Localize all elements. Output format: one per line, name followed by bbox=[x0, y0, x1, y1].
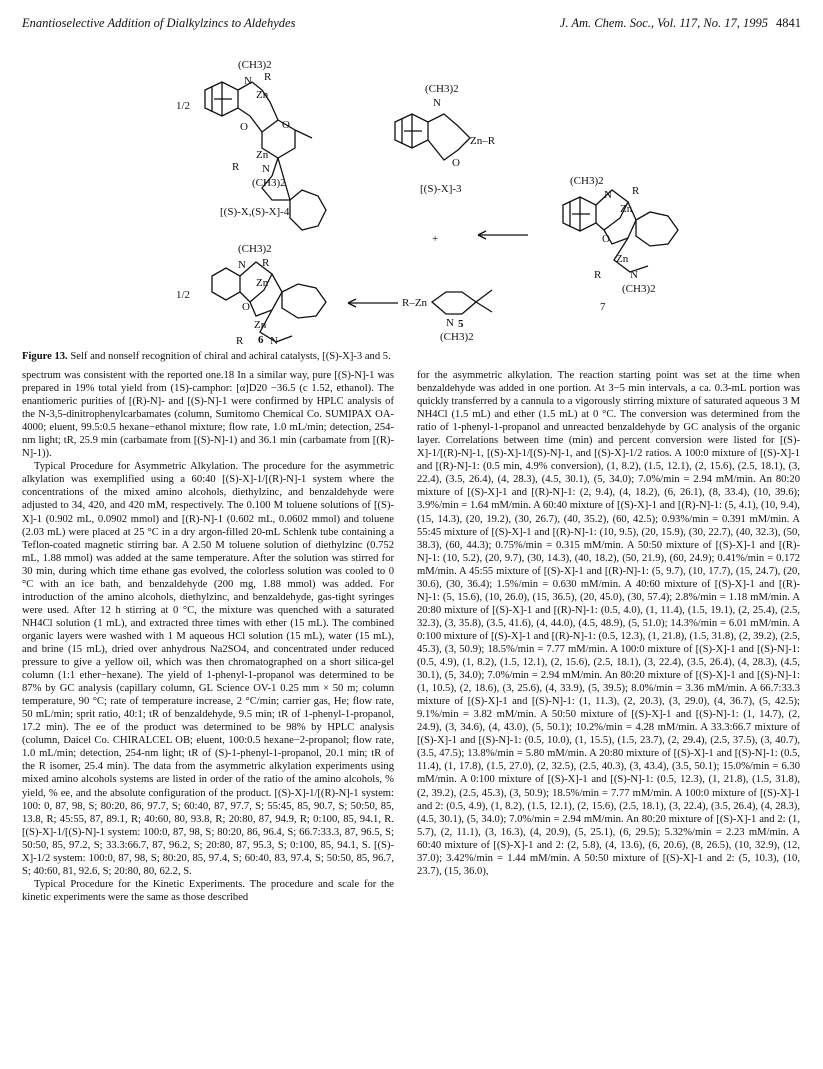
r-group-7-top: R bbox=[632, 185, 640, 197]
zn-atom-4-top: Zn bbox=[256, 89, 269, 101]
dimer-6-structure bbox=[212, 262, 326, 342]
n-atom-5: N bbox=[446, 317, 454, 329]
n-atom-6-bottom: N bbox=[270, 335, 278, 347]
o-atom-3: O bbox=[452, 157, 460, 169]
r-group-4-top: R bbox=[264, 71, 272, 83]
caption-text: Self and nonself recognition of chiral and achiral catalysts, [(S)-X]-3 and 5. bbox=[70, 351, 391, 362]
caption-label: Figure 13. bbox=[22, 351, 68, 362]
running-header bbox=[22, 16, 801, 34]
o-atom-6: O bbox=[242, 301, 250, 313]
left-paragraph-2: Typical Procedure for Asymmetric Alkylation. The procedure for the asymmetric alkylation was exemplified using a 60:40 [(S)-X]-1/[(R)-N]-1 system where the concentrations of the mixed amino alcohols, diethylzinc, and benzaldehyde were adjusted to 34, 420, and 420 mM, respectively. The 0.100 M toluene solutions of [(S)-X]-1 (0.902 mL, 0.0902 mmol) and [(R)-N]-1 (0.602 mL, 0.0602 mmol) and toluene (2.03 mL) were placed at 25 °C in a dry argon-filled 20-mL Schlenk tube containing a Teflon-coated magnetic stirring bar. A 2.50 M toluene solution of diethylzinc (0.752 mL, 1.88 mmol) was added at the same temperature. After the solution was stirred for 30 min, during which time ethane gas evolved, the colorless solution was cooled to 0 °C with an ice bath, and benzaldehyde (200 mg, 1.88 mmol) was added. For introduction of the amino alcohols, diethylzinc, and benzaldehyde, gas-tight syringes were used. After 12 h stirring at 0 °C, the mixture was quenched with a saturated NH4Cl solution (1 mL), and extracted three times with ether (15 mL). The combined organic layers were washed with 1 M aqueous HCl solution (15 mL), water (15 mL), and brine (15 mL), dried over anhydrous Na2SO4, and concentrated under reduced pressure to give a yellow oil, which was then chromatographed on a short silica-gel column (1:1 ether−hexane). The yield of 1-phenyl-1-propanol was determined to be 87% by GC analysis (capillary column, GL Science OV-1 0.25 mm × 50 m; column temperature, 90 °C; rate of temperature increase, 2 °C/min; carrier gas, He; flow rate, 50 mL/min; sprit ratio, 40:1; tR of benzaldehyde, 9.5 min; tR of 1-phenyl-1-propanol, 17.2 min). The ee of the product was determined to be 98% by HPLC analysis (column, Daicel Co. CHIRALCEL OB; eluent, 100:0.5 hexane−2-propanol; flow rate, 1.0 mL/min; detection, 254-nm light; tR of (S)-1-phenyl-1-propanol, 20.1 min; tR of the R isomer, 25.4 min). The data from the asymmetric alkylation experiments using mixed amino alcohols systems are listed in order of the ratio of the amino alcohols, % yield, % ee, and the absolute configuration of the product. [(S)-X]-1/[(R)-N]-1 system: 100: 0, 87, 98, S; 80:20, 86, 97.7, S; 60:40, 87, 97.7, S; 55:45, 85, 90.7, S; 50:50, 85, 13.8, R; 45:55, 87, 89.1, R; 40:60, 80, 93.8, R; 20:80, 87, 94.9, R; 0:100, 85, 94.1, R. [(S)-X]-1/[(S)-N]-1 system: 100:0, 87, 98, S; 80:20, 86, 96.4, S; 66.7:33.3, 87, 96.5, S; 50:50, 85, 97.2, S; 33.3:66.7, 87, 96.2, S; 20:80, 87, 95.3, S; 0:100, 85, 94.1, S. [(S)-X]-1/2 system: 100:0, 87, 98, S; 80:20, 85, 97.4, S; 60:40, 83, 97.4, S; 50:50, 85, 96.7, S; 40:60, 81, 92.6, S; 20:80, 80, 62.2, S. bbox=[22, 461, 394, 877]
compound-6-number: 6 bbox=[258, 334, 264, 346]
page-number: 4841 bbox=[776, 16, 801, 30]
right-column bbox=[417, 369, 800, 878]
r-group-4-bottom: R bbox=[232, 161, 240, 173]
equilibrium-arrow-lower bbox=[348, 299, 398, 307]
zn-atom-7-top: Zn bbox=[620, 203, 633, 215]
half-label-top: 1/2 bbox=[176, 100, 191, 112]
monomer-5-structure bbox=[432, 290, 492, 314]
zn-atom-4-bottom: Zn bbox=[256, 149, 269, 161]
nme2-group-4-bottom: (CH3)2 bbox=[252, 177, 286, 189]
running-title: Enantioselective Addition of Dialkylzincs to Aldehydes bbox=[22, 16, 296, 30]
zn-atom-7-bottom: Zn bbox=[616, 253, 629, 265]
compound-7-label: 7 bbox=[600, 301, 606, 313]
n-atom-7-bottom: N bbox=[630, 269, 638, 281]
monomer-3-structure bbox=[395, 114, 470, 160]
zn-r-3: Zn–R bbox=[470, 135, 496, 147]
nme2-group-5: (CH3)2 bbox=[440, 331, 474, 343]
o-atom-7: O bbox=[602, 233, 610, 245]
zn-atom-6-bottom: Zn bbox=[254, 319, 267, 331]
compound-4-label: [(S)-X,(S)-X]-4 bbox=[220, 206, 290, 218]
n-atom-3: N bbox=[433, 97, 441, 109]
journal-citation bbox=[560, 16, 801, 31]
left-paragraph-1: spectrum was consistent with the reported one.18 In a similar way, pure [(S)-N]-1 was prepared in 19% total yield from (1S)-camphor: [α]D20 −36.5 (c 1.52, ethanol). The enantiomeric purities of [(R)-N]- and [(S)-N]-1 were confirmed by HPLC analysis of the N-3,5-dinitrophenylcarbamates (column, Sumitomo Chemical Co. SUMIPAX OA-4000; eluent, 99.5:0.5 hexane−ethanol mixture; flow rate, 1.0 mL/min; detection, 254-nm light; tR, 25.9 min (carbamate from [(S)-N]-1) and 36.1 min (carbamate from [(R)-N]-1)). bbox=[22, 370, 394, 460]
equilibrium-arrow-upper bbox=[478, 231, 528, 239]
right-paragraph-1: for the asymmetric alkylation. The reaction starting point was set at the time when benzaldehyde was added in one portion. At 3−5 min intervals, a ca. 0.3-mL portion was quickly transferred by a cannula to a vigorously stirring mixture of saturated aqueous 3 M NH4Cl (1.5 mL) and ether (1.5 mL) at 0 °C. The conversion was determined from the ratio of 1-phenyl-1-propanol and unreacted benzaldehyde by GC analysis of the organic layer. Correlations between time (min) and percent conversion were listed for [(S)-X]-1/[(R)-N]-1, [(S)-X]-1/[(S)-N]-1, and [(S)-X]-1/2 ratios. A 100:0 mixture of [(S)-X]-1 and [(R)-N]-1: (0.5 min, 4.9% conversion), (1, 8.2), (1.5, 12.1), (2, 15.6), (2.5, 18.1), (3, 22.4), (3.5, 26.4), (4, 28.3), (4.5, 30.1), (5, 34.0); 7.0%/min = 2.94 mM/min. An 80:20 mixture of [(S)-X]-1 and [(R)-N]-1: (2, 9.4), (4, 18.2), (6, 26.1), (8, 33.4), (10, 39.6); 3.9%/min = 1.64 mM/min. A 60:40 mixture of [(S)-X]-1 and [(R)-N]-1: (5, 4.1), (10, 9.4), (15, 14.3), (20, 19.2), (30, 26.7), (40, 35.2), (60, 42.5); 0.93%/min = 0.391 mM/min. A 55:45 mixture of [(S)-X]-1 and [(R)-N]-1: (10, 9.5), (20, 15.9), (30, 22.7), (40, 32.3), (50, 38.3), (60, 44.3); 0.75%/min = 0.315 mM/min. A 50:50 mixture of [(S)-X]-1 and [(R)-N]-1: (10, 5.2), (20, 9.7), (30, 14.3), (40, 18.2), (50, 21.9), (60, 24.9); 0.41%/min = 0.172 mM/min. A 45:55 mixture of [(S)-X]-1 and [(R)-N]-1: (5, 9.7), (10, 17.7), (15, 24.7), (20, 30.6), (30, 36.4); 1.5%/min = 0.630 mM/min. A 40:60 mixture of [(S)-X]-1 and [(R)-N]-1: (5, 15.6), (10, 26.0), (15, 36.5), (20, 45.0), (30, 57.4); 2.8%/min = 1.18 mM/min. A 20:80 mixture of [(S)-X]-1 and [(R)-N]-1: (0.5, 4.0), (1, 11.4), (1.5, 19.1), (2, 25.4), (2.5, 32.3), (3, 35.8), (3.5, 41.6), (4, 44.0), (4.5, 48.9), (5, 51.0); 14.3%/min = 6.01 mM/min. A 0:100 mixture of [(S)-X]-1 and [(R)-N]-1: (0.5, 12.3), (1, 21.8), (1.5, 31.8), (2, 39.2), (2.5, 45.3), (3, 50.9); 18.5%/min = 7.77 mM/min. A 100:0 mixture of [(S)-X]-1 and [(S)-N]-1: (0.5, 4.9), (1, 8.2), (1.5, 12.1), (2, 15.6), (2.5, 18.1), (3, 22.4), (3.5, 26.4), (4, 28.3), (4.5, 30.1), (5, 34.0); 7.0%/min = 2.94 mM/min. An 80:20 mixture of [(S)-X]-1 and [(S)-N]-1: (1, 10.5), (2, 18.6), (3, 25.6), (4, 33.9), (5, 39.5); 8.0%/min = 3.36 mM/min. A 66.7:33.3 mixture of [(S)-X]-1 and [(S)-N]-1: (1, 11.3), (2, 20.3), (3, 29.0), (4, 36.7), (5, 42.5); 9.1%/min = 3.82 mM/min. A 50:50 mixture of [(S)-X]-1 and [(S)-N]-1: (1, 14.7), (2, 24.9), (3, 34.6), (4, 43.0), (5, 50.1); 10.2%/min = 4.28 mM/min. A 33.3:66.7 mixture of [(S)-X]-1 and [(S)-N]-1: (0.5, 10.0), (1, 15.5), (1.5, 23.7), (2, 29.4), (2.5, 37.5), (3, 40.7), (3.5, 47.5); 13.8%/min = 5.80 mM/min. A 20:80 mixture of [(S)-X]-1 and [(S)-N]-1: (0.5, 11.4), (1, 17.8), (1.5, 27.0), (2, 32.5), (2.5, 40.3), (3, 43.4), (3.5, 50.1); 15.0%/min = 6.30 mM/min. A 0:100 mixture of [(S)-X]-1 and [(S)-N]-1: (0.5, 12.3), (1, 21.8), (1.5, 31.8), (2, 39.2), (2.5, 45.3), (3, 50.9); 18.5%/min = 7.77 mM/min. A 100:0 mixture of [(S)-X]-1 and 2: (0.5, 4.9), (1, 8.2), (1.5, 12.1), (2, 15.6), (2.5, 18.1), (3, 22.4), (3.5, 26.4), (4, 28.3), (4.5, 30.1), (5, 34.0); 7.0%/min = 2.94 mM/min. An 80:20 mixture of [(S)-X]-1 and 2: (1, 5.7), (2, 11.1), (3, 16.3), (4, 20.9), (5, 25.1), (6, 29.5); 5.32%/min = 2.23 mM/min. A 60:40 mixture of [(S)-X]-1 and 2: (2, 5.8), (4, 13.6), (6, 20.6), (8, 26.5), (10, 32.9), (12, 37.0); 3.42%/min = 1.44 mM/min. A 50:50 mixture of [(S)-X]-1 and 2: (5, 10.3), (10, 23.7), (15, 36.0), bbox=[417, 370, 800, 877]
r-zn-5: R–Zn bbox=[402, 297, 428, 309]
compound-5-number: 5 bbox=[458, 318, 464, 330]
plus-sign: + bbox=[432, 233, 439, 245]
nme2-group-6-top: (CH3)2 bbox=[238, 243, 272, 255]
o-atom-4-right: O bbox=[282, 119, 290, 131]
figure-caption bbox=[22, 350, 802, 363]
zn-atom-6-top: Zn bbox=[256, 277, 269, 289]
n-atom-7-top: N bbox=[604, 189, 612, 201]
nme2-group-3: (CH3)2 bbox=[425, 83, 459, 95]
n-atom-6-top: N bbox=[238, 259, 246, 271]
nme2-group-7-bottom: (CH3)2 bbox=[622, 283, 656, 295]
left-paragraph-3: Typical Procedure for the Kinetic Experiments. The procedure and scale for the kinetic experiments were the same as those described bbox=[22, 878, 394, 903]
o-atom-4-left: O bbox=[240, 121, 248, 133]
n-atom-4-top: N bbox=[244, 75, 252, 87]
journal-name: J. Am. Chem. Soc., Vol. 117, No. 17, 1995 bbox=[559, 16, 768, 30]
reaction-scheme-svg bbox=[0, 40, 823, 350]
r-group-6-top: R bbox=[262, 257, 270, 269]
compound-3-label: [(S)-X]-3 bbox=[420, 183, 462, 195]
half-label-bottom: 1/2 bbox=[176, 289, 191, 301]
left-column bbox=[22, 369, 394, 904]
n-atom-4-bottom: N bbox=[262, 163, 270, 175]
r-group-6-bottom: R bbox=[236, 335, 244, 347]
nme2-group-4-top: (CH3)2 bbox=[238, 59, 272, 71]
nme2-group-7-top: (CH3)2 bbox=[570, 175, 604, 187]
r-group-7-bottom: R bbox=[594, 269, 602, 281]
figure-13-scheme bbox=[0, 40, 823, 350]
